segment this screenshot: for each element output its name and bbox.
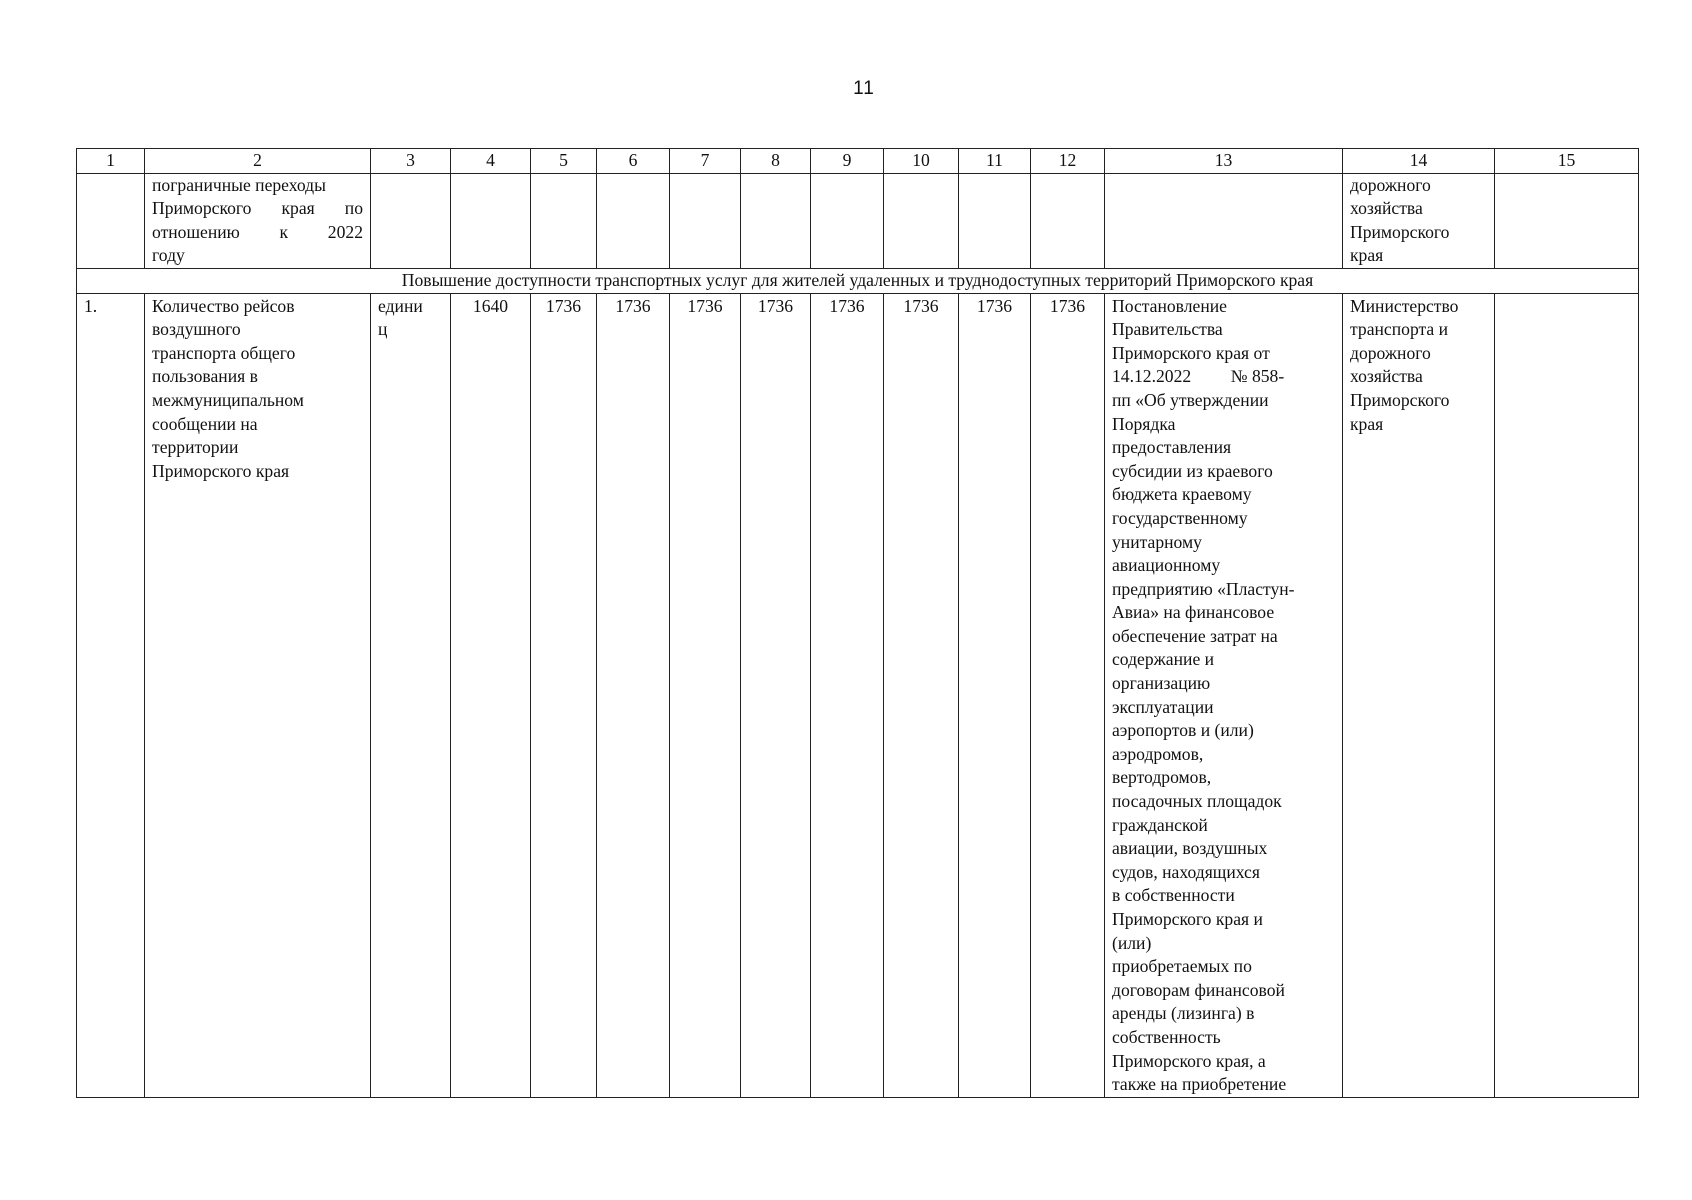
text-line: Приморского края, а <box>1112 1050 1266 1071</box>
indicator-name-cell <box>145 173 371 268</box>
column-number: 2 <box>145 149 371 174</box>
text-line: Приморского края от <box>1112 342 1270 363</box>
text-line: договорам финансовой <box>1112 979 1285 1000</box>
text-line: Количество рейсов <box>152 295 295 316</box>
text-line: унитарному <box>1112 531 1202 552</box>
text-line: Авиа» на финансовое <box>1112 602 1275 623</box>
text-line: вертодромов, <box>1112 767 1212 788</box>
column-number: 5 <box>531 149 597 174</box>
text-line: пользования в <box>152 366 258 387</box>
continuation-row <box>77 173 1639 268</box>
text-line: субсидии из краевого <box>1112 460 1273 481</box>
empty-cell <box>811 173 884 268</box>
table-row <box>77 293 1639 1097</box>
empty-cell <box>1495 173 1639 268</box>
text-line: посадочных площадок <box>1112 791 1282 812</box>
column-number: 10 <box>884 149 959 174</box>
empty-cell <box>371 173 451 268</box>
text-line: территории <box>152 437 239 458</box>
column-number: 4 <box>451 149 531 174</box>
text-line: авиации, воздушных <box>1112 838 1268 859</box>
empty-cell <box>884 173 959 268</box>
column-number-row <box>77 149 1639 174</box>
page-number: 11 <box>853 78 875 99</box>
text-line: аренды (лизинга) в <box>1112 1003 1255 1024</box>
text-line: в собственности <box>1112 885 1235 906</box>
value-cell: 1736 <box>1031 293 1105 1097</box>
text-line: предоставления <box>1112 437 1232 458</box>
text-line: дорожного <box>1350 174 1431 195</box>
text-line: Министерство <box>1350 295 1459 316</box>
text-line: Приморского <box>1350 221 1450 242</box>
text-line: дорожного <box>1350 342 1431 363</box>
text-line: края <box>1350 245 1384 266</box>
text-line: Постановление <box>1112 295 1227 316</box>
column-number: 12 <box>1031 149 1105 174</box>
text-line: транспорта и <box>1350 319 1449 340</box>
column-number: 11 <box>959 149 1031 174</box>
section-row <box>77 268 1639 293</box>
text-line: содержание и <box>1112 649 1215 670</box>
column-number: 8 <box>741 149 811 174</box>
column-number: 7 <box>670 149 741 174</box>
row-index: 1. <box>77 293 145 1097</box>
text-line: Правительства <box>1112 319 1223 340</box>
text-line: году <box>152 245 185 266</box>
text-line: Порядка <box>1112 413 1176 434</box>
value-cell: 1736 <box>741 293 811 1097</box>
text-line: гражданской <box>1112 814 1208 835</box>
value-cell: 1736 <box>531 293 597 1097</box>
value-cell: 1736 <box>597 293 670 1097</box>
empty-cell <box>597 173 670 268</box>
responsible-cell <box>1343 293 1495 1097</box>
empty-cell <box>77 173 145 268</box>
indicators-table <box>76 148 1639 1098</box>
text-line: хозяйства <box>1350 366 1423 387</box>
text-line: отношению к 2022 <box>152 221 363 242</box>
column-number: 9 <box>811 149 884 174</box>
text-line: пограничные переходы <box>152 174 326 195</box>
text-line: организацию <box>1112 673 1211 694</box>
text-line: пп «Об утверждении <box>1112 389 1269 410</box>
indicator-name-cell <box>145 293 371 1097</box>
column-number: 15 <box>1495 149 1639 174</box>
text-line: государственному <box>1112 507 1248 528</box>
empty-cell <box>959 173 1031 268</box>
text-line: Приморского края <box>152 460 290 481</box>
empty-cell <box>1105 173 1343 268</box>
text-line: обеспечение затрат на <box>1112 625 1278 646</box>
column-number: 13 <box>1105 149 1343 174</box>
empty-cell <box>1031 173 1105 268</box>
text-line: (или) <box>1112 932 1152 953</box>
text-line: едини <box>378 295 423 316</box>
empty-cell <box>741 173 811 268</box>
text-line: воздушного <box>152 319 241 340</box>
text-line: аэродромов, <box>1112 743 1204 764</box>
text-line: бюджета краевому <box>1112 484 1252 505</box>
document-cell <box>1105 293 1343 1097</box>
value-cell: 1736 <box>884 293 959 1097</box>
text-line: аэропортов и (или) <box>1112 720 1254 741</box>
note-cell <box>1495 293 1639 1097</box>
responsible-cell <box>1343 173 1495 268</box>
empty-cell <box>451 173 531 268</box>
text-line: приобретаемых по <box>1112 956 1252 977</box>
empty-cell <box>531 173 597 268</box>
value-cell: 1640 <box>451 293 531 1097</box>
text-line: Приморского края и <box>1112 909 1263 929</box>
value-cell: 1736 <box>959 293 1031 1097</box>
text-line: судов, находящихся <box>1112 861 1260 882</box>
text-line: авиационному <box>1112 555 1221 576</box>
empty-cell <box>670 173 741 268</box>
column-number: 1 <box>77 149 145 174</box>
text-line: ц <box>378 319 388 340</box>
text-line: транспорта общего <box>152 342 296 363</box>
text-line: эксплуатации <box>1112 696 1214 717</box>
column-number: 14 <box>1343 149 1495 174</box>
text-line: края <box>1350 413 1384 434</box>
column-number: 3 <box>371 149 451 174</box>
value-cell: 1736 <box>670 293 741 1097</box>
text-line: хозяйства <box>1350 198 1423 219</box>
text-line: предприятию «Пластун- <box>1112 578 1295 599</box>
text-line: Приморского края по <box>152 198 363 219</box>
column-number: 6 <box>597 149 670 174</box>
unit-cell <box>371 293 451 1097</box>
section-title: Повышение доступности транспортных услуг для жителей удаленных и труднодоступных территорий Приморского края <box>77 268 1639 293</box>
text-line: межмуниципальном <box>152 389 304 410</box>
text-line: 14.12.2022 № 858- <box>1112 366 1285 387</box>
text-line: сообщении на <box>152 413 258 434</box>
value-cell: 1736 <box>811 293 884 1097</box>
text-line: Приморского <box>1350 389 1450 410</box>
text-line: собственность <box>1112 1026 1221 1047</box>
text-line: также на приобретение <box>1112 1074 1287 1095</box>
